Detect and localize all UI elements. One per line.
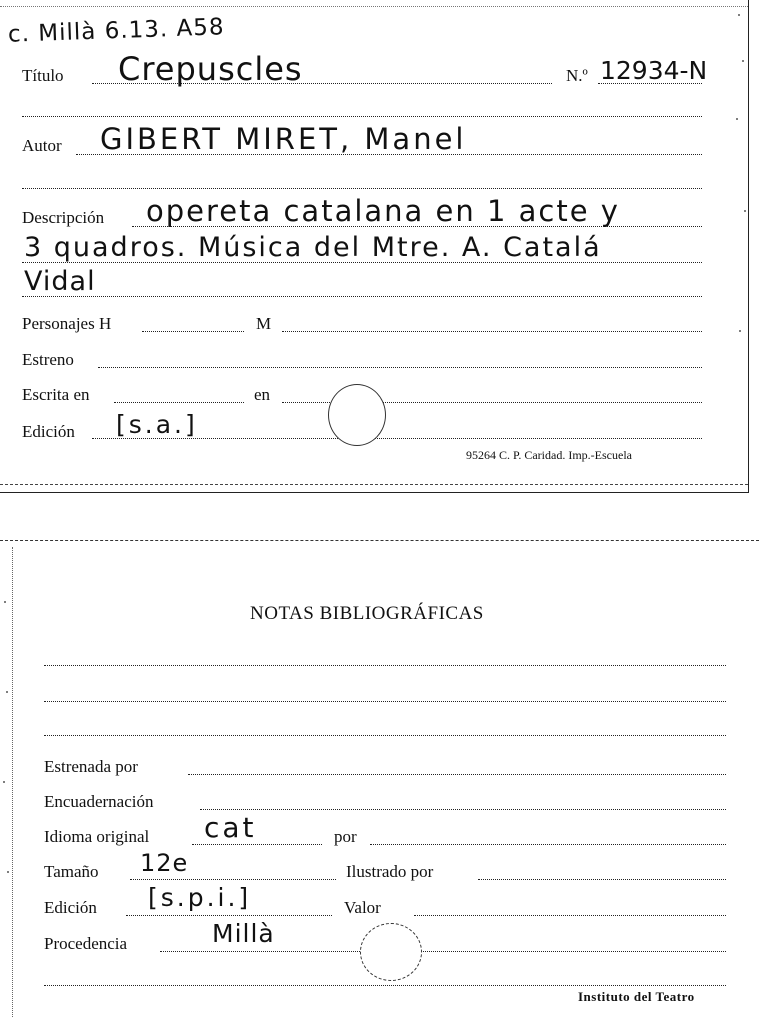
idioma-label: Idioma original xyxy=(44,827,150,846)
speck xyxy=(744,210,746,212)
descripcion-label: Descripción xyxy=(22,208,105,227)
descripcion-text-2: 3 quadros. Música del Mtre. A. Catalá xyxy=(24,232,602,263)
descripcion-line-3 xyxy=(22,296,702,297)
bottom-line xyxy=(44,985,726,986)
printer-mark: 95264 C. P. Caridad. Imp.-Escuela xyxy=(466,448,632,462)
speck xyxy=(742,60,744,62)
speck xyxy=(7,871,9,873)
speck xyxy=(736,118,738,120)
tamano-label: Tamaño xyxy=(44,862,99,881)
edicion-back-line xyxy=(126,915,332,916)
personajes-label: Personajes H xyxy=(22,314,112,333)
estrenada-line xyxy=(188,774,726,775)
idioma-value: cat xyxy=(204,811,257,844)
tamano-value: 12e xyxy=(140,849,189,877)
catalog-card-front xyxy=(0,0,749,493)
valor-label: Valor xyxy=(344,898,381,917)
autor-value: GIBERT MIRET, Manel xyxy=(100,122,467,156)
personajes-m-label: M xyxy=(256,314,272,333)
edicion-value: [s.a.] xyxy=(116,410,198,439)
edicion-label: Edición xyxy=(22,422,75,441)
edicion-back-value: [s.p.i.] xyxy=(148,883,252,912)
notas-line-2 xyxy=(44,701,726,702)
escrita-line xyxy=(114,402,244,403)
speck xyxy=(3,781,5,783)
notas-heading: NOTAS BIBLIOGRÁFICAS xyxy=(250,603,484,624)
escrita-en2-label: en xyxy=(254,385,271,404)
ilustrado-line xyxy=(478,879,726,880)
punch-hole-back xyxy=(360,923,422,981)
numero-label: N.º xyxy=(566,66,588,85)
speck xyxy=(739,330,741,332)
estrenada-label: Estrenada por xyxy=(44,757,138,776)
edicion-back-label: Edición xyxy=(44,898,97,917)
por-line xyxy=(370,844,726,845)
numero-value: 12934-N xyxy=(600,56,708,85)
left-edge xyxy=(12,547,15,1017)
descripcion-text-1: opereta catalana en 1 acte y xyxy=(146,194,620,228)
top-edge xyxy=(0,6,748,7)
personajes-m-line xyxy=(282,331,702,332)
procedencia-label: Procedencia xyxy=(44,934,128,953)
procedencia-line xyxy=(160,951,726,952)
encuadernacion-label: Encuadernación xyxy=(44,792,154,811)
tamano-line xyxy=(130,879,336,880)
notas-line-1 xyxy=(44,665,726,666)
punch-hole xyxy=(328,384,386,446)
procedencia-value: Millà xyxy=(212,919,275,948)
descripcion-text-3: Vidal xyxy=(24,266,96,297)
front-bottom-edge xyxy=(0,484,748,485)
titulo-line-2 xyxy=(22,116,702,117)
valor-line xyxy=(414,915,726,916)
autor-label: Autor xyxy=(22,136,62,155)
estreno-line xyxy=(98,367,702,368)
footer-institution: Instituto del Teatro xyxy=(578,989,695,1004)
por-label: por xyxy=(334,827,357,846)
speck xyxy=(6,691,8,693)
catalog-card-back xyxy=(0,540,759,1029)
ilustrado-label: Ilustrado por xyxy=(346,862,434,881)
speck xyxy=(738,14,740,16)
idioma-line xyxy=(192,844,322,845)
notas-line-3 xyxy=(44,735,726,736)
estreno-label: Estreno xyxy=(22,350,74,369)
call-number: c. Millà 6.13. A58 xyxy=(7,14,225,48)
titulo-value: Crepuscles xyxy=(118,50,303,88)
titulo-label: Título xyxy=(22,66,64,85)
autor-line-2 xyxy=(22,188,702,189)
speck xyxy=(4,601,6,603)
escrita-label: Escrita en xyxy=(22,385,90,404)
encuadernacion-line xyxy=(200,809,726,810)
personajes-h-line xyxy=(142,331,244,332)
